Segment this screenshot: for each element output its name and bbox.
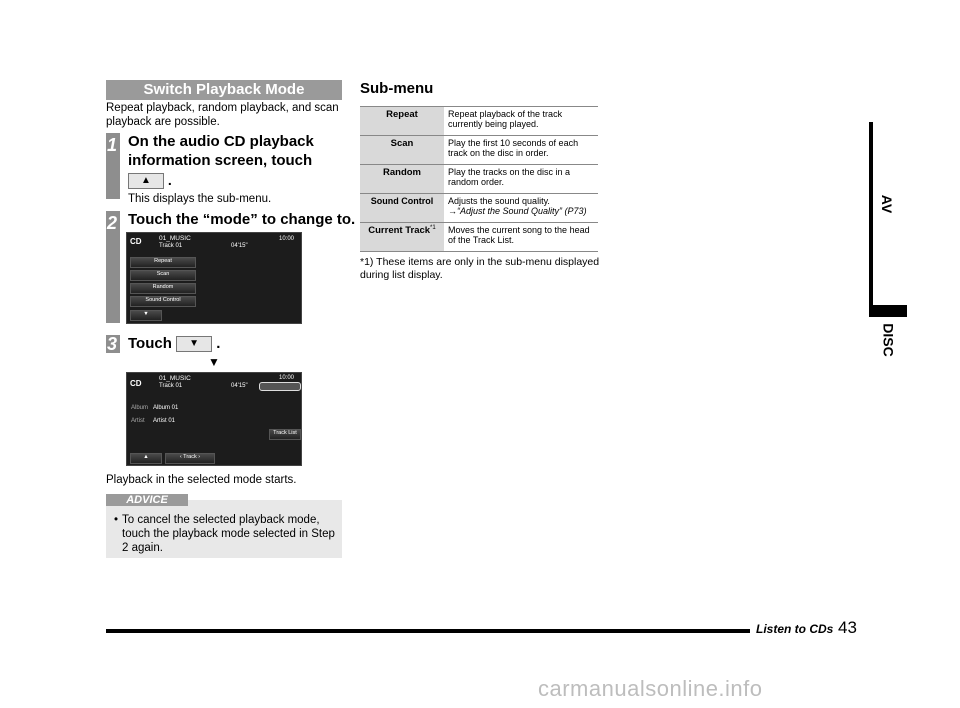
step1-title-line1: On the audio CD playback	[128, 133, 314, 150]
side-label-av: AV	[879, 194, 896, 214]
footer-rule	[106, 629, 750, 633]
row-key: Repeat	[360, 107, 444, 136]
row-key: Random	[360, 165, 444, 194]
row-ref: →“Adjust the Sound Quality” (P73)	[448, 206, 587, 216]
table-row	[360, 107, 598, 136]
track-name-2: Track 01	[159, 383, 183, 389]
step2-title: Touch the “mode” to change to.	[128, 211, 356, 228]
row-desc: Play the first 10 seconds of each track on the disc in order.	[444, 136, 598, 165]
side-label-disc: DISC	[880, 323, 897, 357]
table-row	[360, 165, 598, 194]
album-name: 01_MUSIC	[159, 235, 191, 242]
step1-number: 1	[107, 135, 118, 155]
track-time-2: 04'15"	[231, 383, 248, 389]
clock: 10:00	[279, 236, 295, 242]
row-desc: Moves the current song to the head of the Track List.	[444, 223, 598, 252]
table-row	[360, 136, 598, 165]
bullet: •	[114, 514, 119, 526]
table-row	[360, 223, 598, 252]
row-key: Sound Control	[360, 194, 444, 223]
artist-value: Artist 01	[153, 418, 176, 424]
row-key-cell	[360, 223, 444, 252]
footnote-mark: *1	[430, 225, 436, 231]
cd-label-2: CD	[130, 379, 142, 388]
side-tab	[869, 122, 911, 316]
screenshot-submenu	[126, 232, 302, 324]
step1-desc: This displays the sub-menu.	[128, 193, 272, 205]
scan-button[interactable]: Scan	[130, 270, 196, 281]
advice-label: ADVICE	[106, 494, 188, 506]
advice-item	[114, 513, 336, 555]
cd-label: CD	[130, 237, 142, 246]
submenu-table	[360, 106, 598, 252]
step3-title-line	[128, 334, 220, 354]
down-key-icon: ▼	[176, 336, 212, 352]
down-button[interactable]: ▼	[130, 310, 162, 321]
step1-title-line2: information screen, touch	[128, 152, 313, 169]
advice-text: To cancel the selected playback mode, touch the playback mode selected in Step 2 again.	[122, 514, 335, 554]
album-label: Album	[131, 405, 149, 411]
table-row	[360, 194, 598, 223]
step1-period: .	[167, 172, 172, 188]
step2-number: 2	[107, 213, 118, 233]
album-name-2: 01_MUSIC	[159, 375, 191, 382]
row-desc: Repeat playback of the track currently being played.	[444, 107, 598, 136]
album-value: Album 01	[153, 405, 179, 411]
mode-indicator	[259, 382, 301, 391]
watermark: carmanualsonline.info	[538, 676, 763, 701]
after-text: Playback in the selected mode starts.	[106, 474, 297, 486]
submenu-title: Sub-menu	[360, 80, 434, 97]
artist-label: Artist	[131, 418, 145, 424]
row-desc: Adjusts the sound quality.	[448, 196, 550, 206]
random-button[interactable]: Random	[130, 283, 196, 294]
sound-control-button[interactable]: Sound Control	[130, 296, 196, 307]
intro-text: Repeat playback, random playback, and scan playback are possible.	[106, 102, 339, 128]
up-button[interactable]: ▲	[130, 453, 162, 464]
row-desc: Play the tracks on the disc in a random order.	[444, 165, 598, 194]
section-title: Switch Playback Mode	[106, 80, 342, 100]
row-desc-cell	[444, 194, 598, 223]
clock-2: 10:00	[279, 375, 295, 381]
step3-number: 3	[107, 334, 118, 354]
step3-period: .	[216, 335, 221, 352]
side-tab-marker	[869, 305, 907, 317]
row-key: Scan	[360, 136, 444, 165]
repeat-button[interactable]: Repeat	[130, 257, 196, 268]
arrow-down-icon: ▼	[208, 355, 220, 369]
track-time: 04'15"	[231, 243, 248, 249]
up-key-icon: ▲	[128, 173, 164, 189]
track-list-button[interactable]: Track List	[269, 429, 301, 440]
step1-key-line	[128, 172, 172, 189]
step3-title: Touch	[128, 335, 172, 352]
page-number: 43	[838, 618, 857, 637]
track-name: Track 01	[159, 243, 183, 249]
footnote: *1) These items are only in the sub-menu displayed during list display.	[360, 256, 600, 281]
footer-label: Listen to CDs	[756, 622, 834, 636]
row-key: Current Track	[368, 225, 431, 237]
track-nav-button[interactable]: ‹ Track ›	[165, 453, 215, 464]
screenshot-playback	[126, 372, 302, 466]
